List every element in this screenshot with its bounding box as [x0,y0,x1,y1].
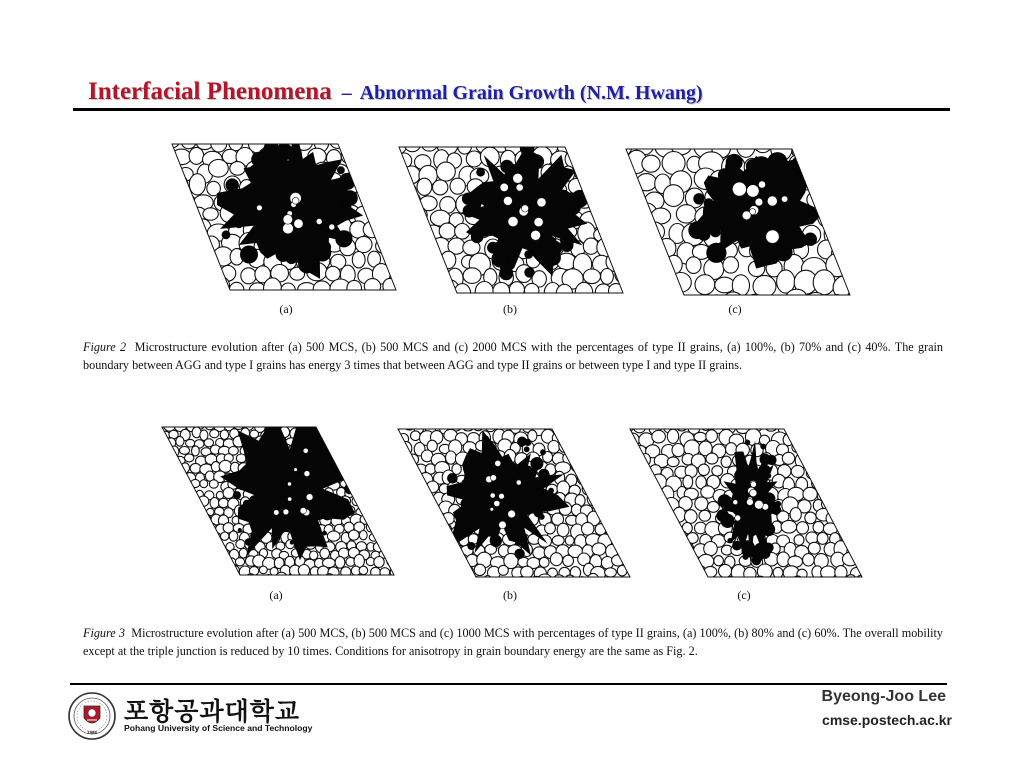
figure2-label-b: (b) [503,302,517,316]
figure2-label-a: (a) [279,302,293,316]
footer-rule [70,683,947,685]
figure3-caption-text: Microstructure evolution after (a) 500 MCS, (b) 500 MCS and (c) 1000 MCS with percentages of type II grains, (a) 100%, (b) 80% and (c) 60%. The overall mobility except at the triple junction is reduced by 10 times. Conditions for anisotropy in grain boundary energy are the same as Fig. 2. [83,626,944,658]
university-name-english: Pohang University of Science and Technology [124,723,313,733]
figure2-caption [83,338,943,374]
website: cmse.postech.ac.kr [822,712,952,728]
author-name: Byeong-Joo Lee [821,688,946,705]
svg-text:1986: 1986 [86,730,98,735]
slide-title [88,78,703,106]
figure2-panel-b [397,145,625,295]
figure2-panel-a [170,142,398,292]
figure2-panel-c [624,147,852,297]
figure2-caption-text: Microstructure evolution after (a) 500 MCS, (b) 500 MCS and (c) 2000 MCS with the percentages of type II grains, (a) 100%, (b) 70% and (c) 40%. The grain boundary between AGG and type I grains has energy 3 times that between AGG and type II grains or between type I and type II grains. [83,340,944,372]
header-rule [73,108,950,111]
university-logo [68,690,328,742]
figure2-caption-label: Figure 2 [83,340,127,354]
figure3-panel-b [396,427,632,579]
figure3-panel-c [628,427,864,579]
figure2-label-c: (c) [728,302,742,316]
figure3-caption [83,624,943,660]
figure3-panel-a [160,425,396,577]
university-seal-icon [68,692,116,740]
title-dash: – [341,82,352,104]
title-main: Interfacial Phenomena [88,78,332,105]
figure3-label-b: (b) [503,588,517,602]
figure3-label-a: (a) [269,588,283,602]
university-name-korean: 포항공과대학교 [124,697,301,726]
figure3-caption-label: Figure 3 [83,626,125,640]
figure3-label-c: (c) [737,588,751,602]
title-subtitle: Abnormal Grain Growth (N.M. Hwang) [359,82,703,104]
